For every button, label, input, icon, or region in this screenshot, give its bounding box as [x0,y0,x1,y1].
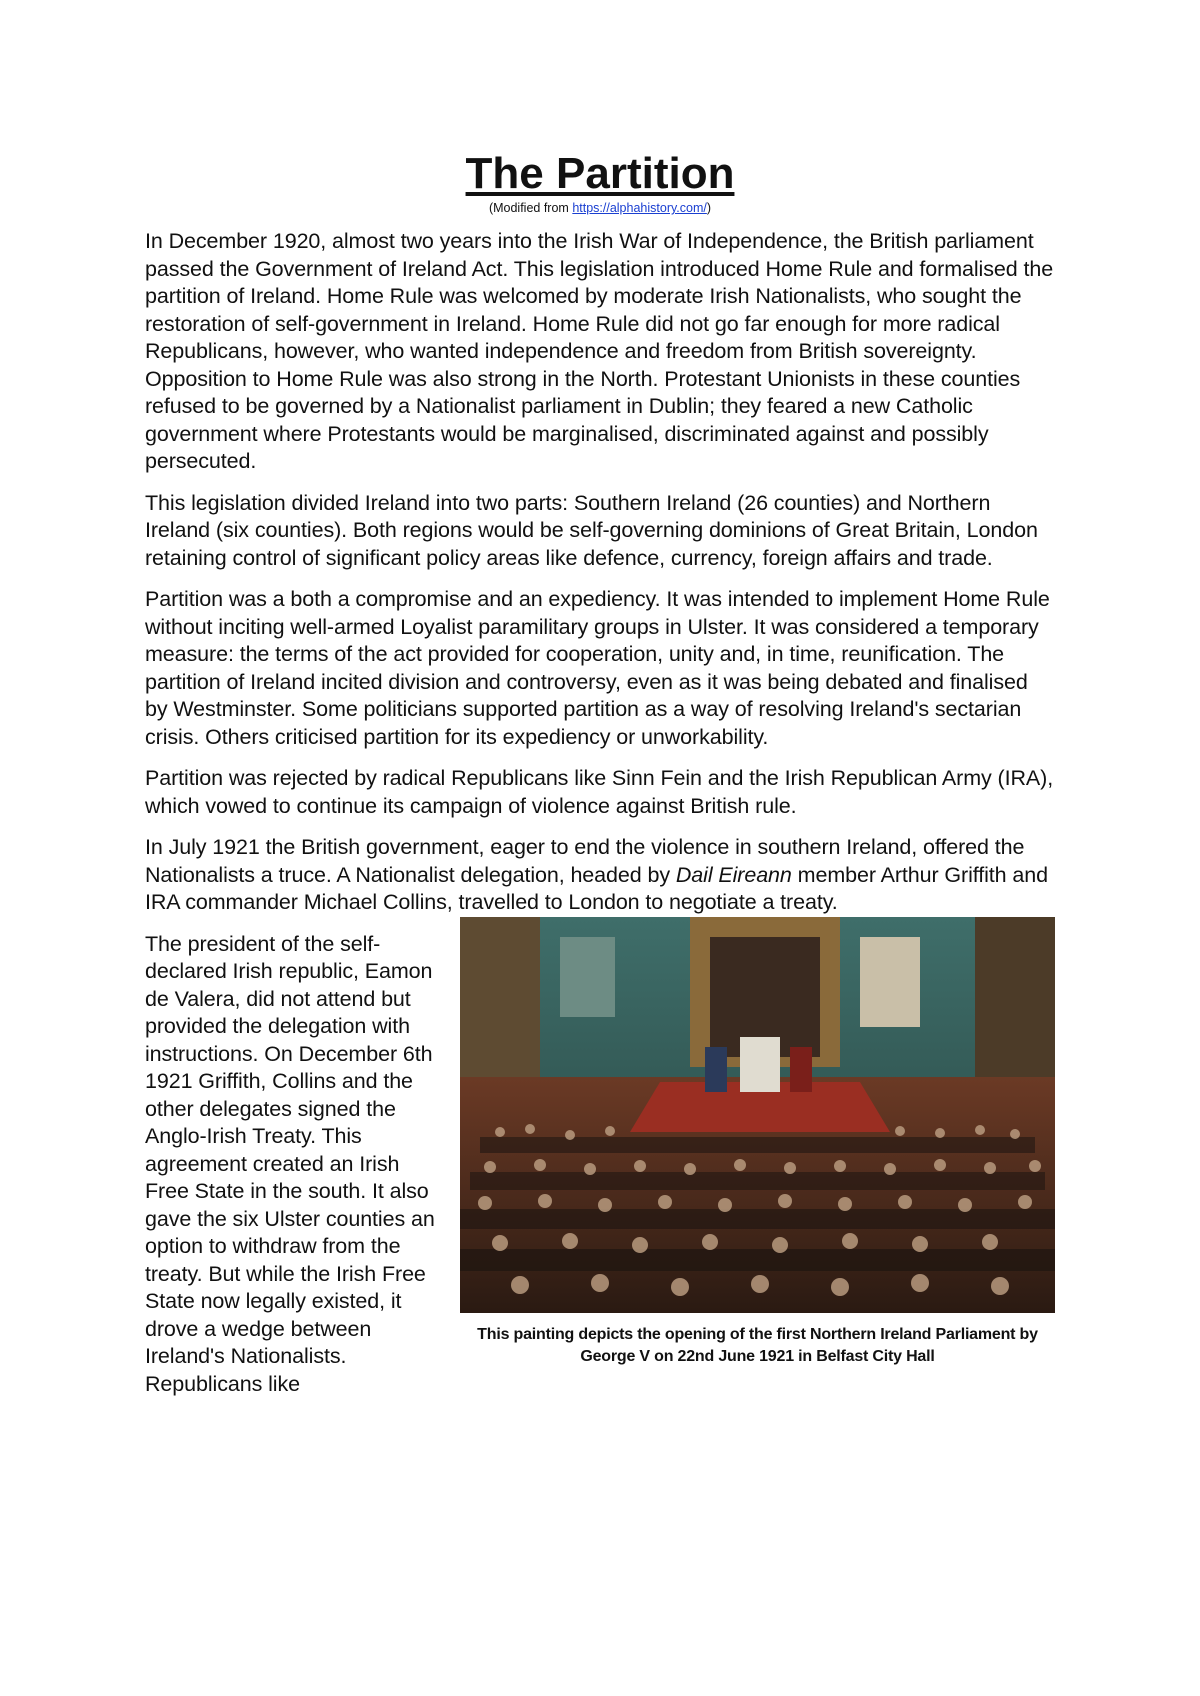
painting-caption: This painting depicts the opening of the first Northern Ireland Parliament by George V on 22nd June 1921 in Belfast City Hall [477,1325,1038,1365]
paragraph-1: In December 1920, almost two years into the Irish War of Independence, the British parliament passed the Government of Ireland Act. This legislation introduced Home Rule and formalised the partition of Ireland. Home Rule was welcomed by moderate Irish Nationalists, who sought the restoration of self-government in Ireland. Home Rule did not go far enough for more radical Republicans, however, who wanted independence and freedom from British sovereignty. Opposition to Home Rule was also strong in the North. Protestant Unionists in these counties refused to be governed by a Nationalist parliament in Dublin; they feared a new Catholic government where Protestants would be marginalised, discriminated against and possibly persecuted. [145,229,1054,473]
paragraph-5-part1: In July 1921 the British government, eager to end the violence in southern Ireland, offered the Nationalists a truce. A Nationalist delegation, headed by [145,835,1025,887]
document-page [145,148,1055,1412]
paragraph-3: Partition was a both a compromise and an expediency. It was intended to implement Home Rule without inciting well-armed Loyalist paramilitary groups in Ulster. It was considered a temporary measure: the terms of the act provided for cooperation, unity and, in time, reunification. The partition of Ireland incited division and controversy, even as it was being debated and finalised by Westminster. Some politicians supported partition as a way of resolving Ireland's sectarian crisis. Others criticised partition for its expediency or unworkability. [145,587,1050,749]
page-title: The Partition [465,149,735,198]
painting-figure [460,917,1055,1368]
paragraph-5-continued: The president of the self-declared Irish republic, Eamon de Valera, did not attend but provided the delegation with instructions. On December 6th 1921 Griffith, Collins and the other delegates signed the Anglo-Irish Treaty. This agreement created an Irish Free State in the south. It also gave the six Ulster counties an option to withdraw from the treaty. But while the Irish Free State now legally existed, it drove a wedge between Ireland's Nationalists. Republicans like [145,931,435,1396]
painting-image [460,917,1055,1313]
paragraph-5-italic: Dail Eireann [675,862,792,887]
paragraph-5 [145,834,1055,917]
source-prefix: (Modified from [488,201,573,215]
source-link[interactable]: https://alphahistory.com/ [572,201,707,215]
source-suffix: ) [706,201,712,215]
paragraph-2: This legislation divided Ireland into two parts: Southern Ireland (26 counties) and Northern Ireland (six counties). Both regions would be self-governing dominions of Great Britain, London retaining control of significant policy areas like defence, currency, foreign affairs and trade. [145,490,1038,570]
paragraph-4: Partition was rejected by radical Republicans like Sinn Fein and the Irish Republican Army (IRA), which vowed to continue its campaign of violence against British rule. [145,766,1054,818]
paragraph-5-part2: member Arthur Griffith and IRA commander Michael Collins, travelled to London to negotiate a treaty. [145,862,1048,914]
source-note [145,200,1055,216]
